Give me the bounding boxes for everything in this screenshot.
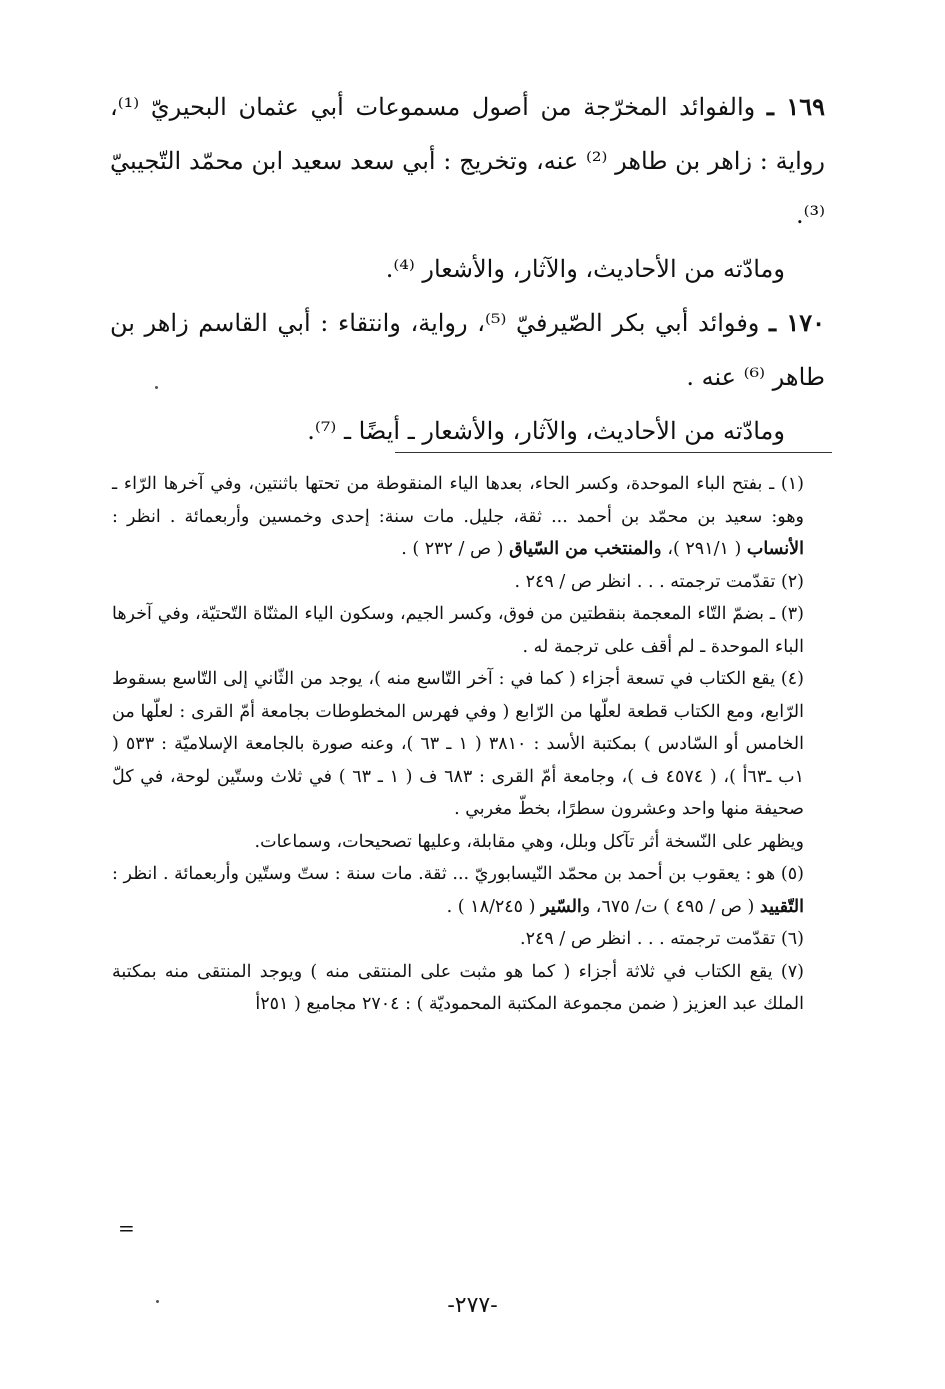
footnote-5 (112, 858, 834, 923)
entry-number: ١٦٩ ـ (766, 92, 825, 121)
entry-content-note: ومادّته من الأحاديث، والآثار، والأشعار ⁽⁴⁾. (385, 255, 785, 283)
footnote-1 (112, 468, 834, 566)
entry-170 (110, 296, 825, 404)
cited-work: الأنساب (746, 539, 804, 559)
footnote-text: (٥) هو : يعقوب بن أحمد بن محمّد النّيسابوريّ ... ثقة. مات سنة : ستّ وستّين وأربعمائة . انظر : (112, 864, 804, 884)
cited-work: السّير (541, 896, 582, 917)
footnote-7: (٧) يقع الكتاب في ثلاثة أجزاء ( كما هو مثبت على المنتقى منه ) ويوجد المنتقى منه بمكتبة الملك عبد العزيز ( ضمن مجموعة المكتبة المحموديّة ) : ٢٧٠٤ مجاميع ( ٢٥١أ (112, 961, 804, 1014)
cited-work: المنتخب من السّياق (509, 539, 654, 559)
footnote-3: (٣) ـ بضمّ التّاء المعجمة بنقطتين من فوق، وكسر الجيم، وسكون الياء المثنّاة التّحتيّة، وفي آخرها الباء الموحدة ـ لم أقف على ترجمة له . (112, 604, 804, 657)
entry-169 (110, 80, 825, 242)
entry-text: وفوائد أبي بكر الصّيرفيّ ⁽⁵⁾، رواية، وانتقاء : أبي القاسم زاهر بن طاهر ⁽⁶⁾ عنه . (110, 309, 825, 391)
footnote-2: (٢) تقدّمت ترجمته . . . انظر ص / ٢٤٩ . (514, 571, 804, 592)
speck (156, 1300, 159, 1303)
continuation-mark: = (118, 1216, 135, 1240)
cited-work: التّقييد (759, 896, 804, 917)
footnote-text: ( ١٨/٢٤٥ ) . (446, 896, 536, 917)
footnote-text: ( ٢٩١/١ )، و (653, 539, 742, 559)
speck (155, 386, 158, 389)
footnote-4: (٤) يقع الكتاب في تسعة أجزاء ( كما في : آخر التّاسع منه )، يوجد من الثّاني إلى التّاسع بسقوط الرّابع، ومع الكتاب قطعة لعلّها من الرّابع ( وفي فهرس المخطوطات بجامعة أمّ القرى : لعلّها من الخامس أو السّادس ) بمكتبة الأسد : ٣٨١٠ ( ١ ـ ٦٣ )، وعنه صورة بالجامعة الإسلاميّة : ٥٣٣ ( ١ب ـ٦٣أ )، ( ٤٥٧٤ ف )، وجامعة أمّ القرى : ٦٨٣ ف ( ١ ـ ٦٣ ) في ثلاث وستّين لوحة، في كلّ صحيفة منها واحد وعشرون سطرًا، بخطّ مغربي . (112, 669, 805, 819)
footnote-text: ( ص / ٤٩٥ ) ت/ ٦٧٥، و (581, 896, 755, 917)
entry-content-note: ومادّته من الأحاديث، والآثار، والأشعار ـ أيضًا ـ ⁽⁷⁾. (307, 417, 785, 445)
main-text (110, 80, 825, 458)
entry-text: والفوائد المخرّجة من أصول مسموعات أبي عثمان البحيريّ ⁽¹⁾، رواية : زاهر بن طاهر ⁽²⁾ عنه، وتخريج : أبي سعد سعيد ابن محمّد التّجيبيّ ⁽³⁾. (110, 93, 826, 229)
footnote-text: ( ص / ٢٣٢ ) . (401, 539, 504, 559)
footnote-text: (١) ـ بفتح الباء الموحدة، وكسر الحاء، بعدها الياء المنقوطة من تحتها باثنتين، وفي آخرها الرّاء ـ وهو: سعيد بن محمّد بن أحمد ... ثقة، جليل. مات سنة: إحدى وخمسين وأربعمائة . انظر : (112, 474, 804, 527)
footnotes (112, 468, 834, 1021)
footnote-4-continued: ويظهر على النّسخة أثر تآكل وبلل، وهي مقابلة، وعليها تصحيحات، وسماعات. (254, 831, 804, 852)
entry-number: ١٧٠ ـ (768, 308, 825, 337)
footnote-divider (395, 452, 832, 453)
page-number: -٢٧٧- (447, 1293, 498, 1318)
footnote-6: (٦) تقدّمت ترجمته . . . انظر ص / ٢٤٩. (520, 929, 804, 949)
